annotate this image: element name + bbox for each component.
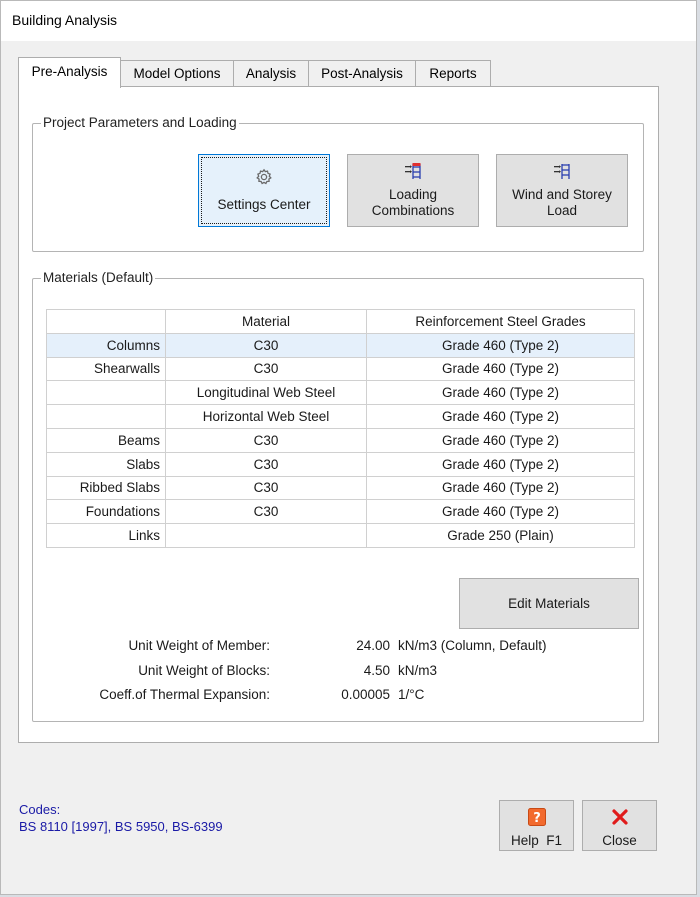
row-member: Columns [47, 333, 166, 357]
table-row[interactable] [47, 333, 635, 357]
table-row[interactable] [47, 476, 635, 500]
header-steel-grades: Reinforcement Steel Grades [367, 310, 635, 334]
settings-center-label: Settings Center [217, 197, 311, 212]
row-grade[interactable]: Grade 460 (Type 2) [367, 500, 635, 524]
table-row[interactable] [47, 452, 635, 476]
wind-storey-load-label-line1: Wind and Storey [512, 187, 612, 202]
project-parameters-legend: Project Parameters and Loading [43, 115, 237, 130]
row-member [47, 381, 166, 405]
unit-weight-member-value: 24.00 [356, 638, 390, 653]
unit-weight-blocks-unit: kN/m3 [398, 663, 438, 678]
row-member: Ribbed Slabs [47, 476, 166, 500]
close-label: Close [602, 833, 637, 848]
table-row[interactable] [47, 524, 635, 548]
tab-reports[interactable]: Reports [415, 60, 491, 86]
row-grade[interactable]: Grade 460 (Type 2) [367, 357, 635, 381]
pre-analysis-panel [18, 86, 659, 743]
edit-materials-label: Edit Materials [508, 595, 590, 611]
unit-weight-blocks-value: 4.50 [363, 663, 390, 678]
thermal-expansion-unit: 1/°C [398, 687, 425, 702]
unit-weight-member-label: Unit Weight of Member: [128, 638, 270, 653]
materials-table [46, 309, 635, 548]
table-row[interactable] [47, 357, 635, 381]
help-shortcut: F1 [546, 833, 563, 848]
codes-label: Codes: [19, 802, 61, 817]
header-material: Material [166, 310, 367, 334]
loading-combinations-button[interactable] [347, 154, 479, 227]
materials-legend: Materials (Default) [43, 270, 154, 285]
row-material[interactable]: C30 [166, 452, 367, 476]
codes-value: BS 8110 [1997], BS 5950, BS-6399 [19, 819, 223, 834]
tab-post-analysis[interactable]: Post-Analysis [308, 60, 416, 86]
loading-combinations-label-line1: Loading [388, 187, 438, 202]
row-member: Foundations [47, 500, 166, 524]
codes-info [19, 801, 223, 835]
row-grade[interactable]: Grade 460 (Type 2) [367, 381, 635, 405]
row-member: Beams [47, 428, 166, 452]
loading-combinations-label-line2: Combinations [371, 203, 455, 218]
row-member [47, 405, 166, 429]
table-header-row [47, 310, 635, 334]
edit-materials-button[interactable] [459, 578, 639, 629]
row-material[interactable]: Horizontal Web Steel [166, 405, 367, 429]
close-icon [611, 808, 629, 829]
unit-weight-member-unit: kN/m3 (Column, Default) [398, 638, 547, 653]
wind-storey-load-label-line2: Load [546, 203, 578, 218]
row-grade[interactable]: Grade 460 (Type 2) [367, 476, 635, 500]
header-blank [47, 310, 166, 334]
table-row[interactable] [47, 500, 635, 524]
table-row[interactable] [47, 428, 635, 452]
help-label: Help [510, 833, 539, 848]
help-icon [528, 808, 546, 829]
settings-center-button[interactable] [198, 154, 330, 227]
tab-pre-analysis[interactable]: Pre-Analysis [18, 57, 121, 88]
materials-group [32, 270, 644, 722]
row-member: Shearwalls [47, 357, 166, 381]
row-material[interactable]: C30 [166, 333, 367, 357]
help-button[interactable] [499, 800, 574, 851]
wind-storey-load-button[interactable] [496, 154, 628, 227]
row-grade[interactable]: Grade 460 (Type 2) [367, 428, 635, 452]
window-title: Building Analysis [12, 12, 118, 28]
row-grade[interactable]: Grade 460 (Type 2) [367, 452, 635, 476]
row-material[interactable]: C30 [166, 357, 367, 381]
svg-text:?: ? [532, 811, 541, 826]
thermal-expansion-value: 0.00005 [341, 687, 390, 702]
row-material[interactable]: C30 [166, 428, 367, 452]
row-material[interactable]: C30 [166, 500, 367, 524]
table-row[interactable] [47, 405, 635, 429]
row-grade[interactable]: Grade 460 (Type 2) [367, 333, 635, 357]
loading-combinations-icon [403, 162, 423, 183]
thermal-expansion-label: Coeff.of Thermal Expansion: [99, 687, 270, 702]
row-member: Links [47, 524, 166, 548]
gear-icon [255, 168, 273, 189]
tab-model-options[interactable]: Model Options [120, 60, 234, 86]
row-material[interactable] [166, 524, 367, 548]
row-member: Slabs [47, 452, 166, 476]
title-bar[interactable] [1, 1, 696, 41]
row-material[interactable]: Longitudinal Web Steel [166, 381, 367, 405]
row-grade[interactable]: Grade 460 (Type 2) [367, 405, 635, 429]
table-row[interactable] [47, 381, 635, 405]
project-parameters-group [32, 115, 644, 252]
tab-analysis[interactable]: Analysis [233, 60, 309, 86]
wind-storey-load-icon [552, 162, 572, 183]
row-grade[interactable]: Grade 250 (Plain) [367, 524, 635, 548]
close-button[interactable] [582, 800, 657, 851]
row-material[interactable]: C30 [166, 476, 367, 500]
unit-weight-blocks-label: Unit Weight of Blocks: [138, 663, 270, 678]
